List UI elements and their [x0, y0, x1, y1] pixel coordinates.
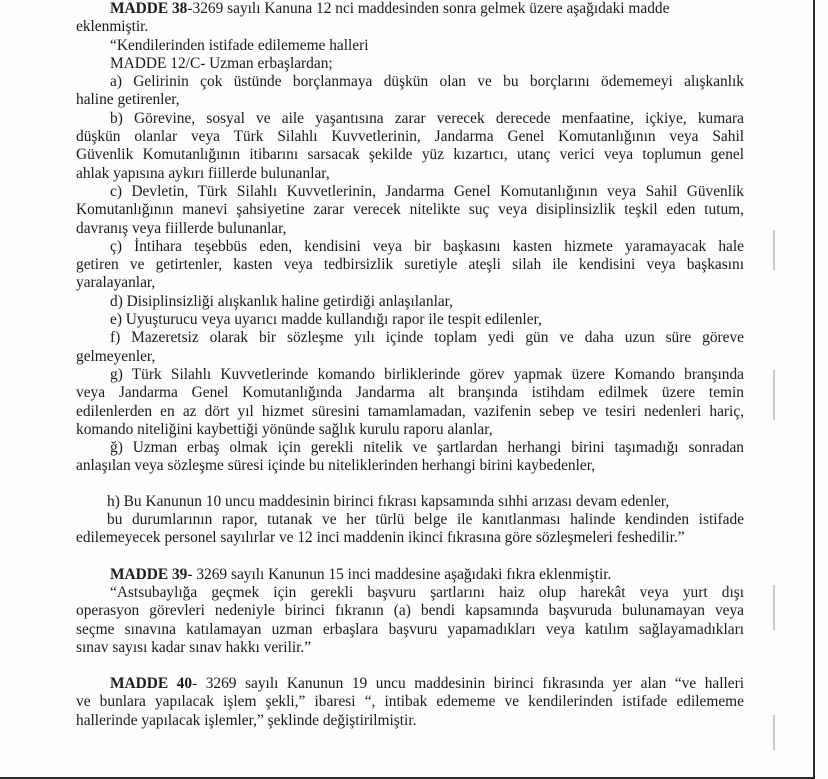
item-c-line-3: davranış veya fiillerde bulunanlar,: [76, 219, 287, 237]
item-e: e) Uyuşturucu veya uyarıcı madde kullandığı rapor ile tespit edilenler,: [110, 311, 542, 329]
paragraph-gap: [76, 548, 744, 566]
madde-39-line-3: operasyon görevleri nedeniyle birinci fıkranın (a) bendi kapsamında başvuruda bulunamayan veya: [76, 602, 744, 620]
paragraph-gap: [76, 657, 744, 675]
item-gg-line-2: anlaşılan veya sözleşme süresi içinde bu niteliklerinden herhangi birini kaybedenler,: [76, 457, 596, 475]
madde-39-line-2: “Astsubaylığa geçmek için gerekli başvuru şartlarını haiz olup harekât veya yurt dışı: [110, 583, 744, 601]
item-cc-line-3: yaralayanlar,: [76, 274, 156, 292]
item-f-line-2: gelmeyenler,: [76, 347, 156, 365]
item-g-line-2: veya Jandarma Genel Komutanlığında Jandarma alt branşında istihdam edilmek üzere temin: [76, 384, 744, 402]
madde-40-line-1: MADDE 40- 3269 sayılı Kanunun 19 uncu maddesinin birinci fıkrasında yer alan “ve halleri: [110, 675, 745, 693]
madde-39-line-1: MADDE 39- 3269 sayılı Kanunun 15 inci maddesine aşağıdaki fıkra eklenmiştir.: [110, 565, 612, 583]
item-c-line-2: Komutanlığının manevi şahsiyetine zarar verecek nitelikte suç veya disiplinsizlik teşkil eden tutum,: [76, 201, 744, 219]
item-a-line-1: a) Gelirinin çok üstünde borçlanmaya düşkün olan ve bu borçlarını ödememeyi alışkanlık: [110, 73, 744, 91]
item-cc-line-1: ç) İntihara teşebbüs eden, kendisini veya bir başkasını kasten hizmete yaramayacak hale: [110, 237, 744, 255]
madde-39-heading: MADDE 39: [110, 565, 188, 583]
item-b-line-4: ahlak yapısına aykırı fiillerde bulunanlar,: [76, 164, 330, 182]
item-g-line-4: komando niteliğini kaybettiği yönünde sağlık kurulu raporu alanlar,: [76, 420, 493, 438]
item-h-line-1: h) Bu Kanunun 10 uncu maddesinin birinci fıkrası kapsamında sıhhi arızası devam edenler,: [107, 492, 670, 510]
item-g-line-1: g) Türk Silahlı Kuvvetlerinde komando birliklerinde görev yapmak üzere Komando branşında: [110, 365, 744, 383]
paragraph-gap: [76, 476, 744, 493]
madde-38-line-2: eklenmiştir.: [76, 18, 149, 36]
madde-39-line-5: sınav sayısı kadar sınav hakkı verilir.”: [76, 638, 312, 656]
madde-12c-title: MADDE 12/C- Uzman erbaşlardan;: [110, 54, 333, 72]
page-border-right: [813, 0, 815, 779]
madde-40-line-3: hallerinde yapılacak işlemler,” şeklinde değiştirilmiştir.: [76, 711, 417, 729]
item-cc-line-2: getiren ve getirtenler, kasten veya tedbirsizlik suretiyle ateşli silah ile kendisini veya başkasını: [76, 256, 744, 274]
item-b-line-2: düşkün olanlar veya Türk Silahlı Kuvvetlerinin, Jandarma Genel Komutanlığının veya Sahil: [76, 128, 744, 146]
quote-title: “Kendilerinden istifade edilememe halleri: [110, 36, 369, 54]
item-c-line-1: c) Devletin, Türk Silahlı Kuvvetlerinin, Jandarma Genel Komutanlığının veya Sahil Güvenlik: [110, 182, 744, 200]
scan-artifact-mark: [773, 715, 775, 750]
scan-artifact-mark: [773, 230, 775, 270]
item-g-line-3: edilenlerden en az dört yıl hizmet süresini tamamlamadan, vazifenin sebep ve tesiri nedenleri hariç,: [76, 402, 744, 420]
scan-artifact-mark: [773, 585, 775, 630]
item-d: d) Disiplinsizliği alışkanlık haline getirdiği anlaşılanlar,: [110, 292, 454, 310]
madde-40-heading: MADDE 40: [110, 675, 193, 693]
item-b-line-1: b) Görevine, sosyal ve aile yaşantısına zarar verecek derecede menfaatine, içkiye, kumara: [110, 109, 744, 127]
document-body: [76, 0, 744, 730]
madde-38-heading: MADDE 38: [110, 0, 188, 17]
madde-40-line-2: ve bunlara yapılacak işlem şekli,” ibaresi “, intibak edememe ve kendilerinden istifade edilememe: [76, 693, 744, 711]
item-a-line-2: haline getirenler,: [76, 91, 180, 109]
item-h-line-3: edilemeyecek personel sayılırlar ve 12 inci maddenin ikinci fıkrasına göre sözleşmeleri feshedilir.”: [76, 529, 685, 547]
item-b-line-3: Güvenlik Komutanlığının itibarını sarsacak şekilde yüz kızartıcı, utanç verici veya toplumun genel: [76, 146, 744, 164]
item-gg-line-1: ğ) Uzman erbaş olmak için gerekli nitelik ve şartlardan herhangi birini taşımadığı sonradan: [110, 439, 744, 457]
item-f-line-1: f) Mazeretsiz olarak bir sözleşme yılı içinde toplam yedi gün ve daha uzun süre göreve: [110, 329, 744, 347]
item-h-line-2: bu durumlarının rapor, tutanak ve her türlü belge ile kanıtlanması halinde kendinden istifade: [107, 511, 744, 529]
scan-artifact-mark: [773, 370, 775, 420]
madde-39-line-4: seçme sınavına katılamayan uzman erbaşlara başvuru yapamadıkları veya katılım sağlayamadıkları: [76, 620, 744, 638]
madde-38-line-1: MADDE 38-3269 sayılı Kanuna 12 nci maddesinden sonra gelmek üzere aşağıdaki madde: [110, 0, 670, 17]
